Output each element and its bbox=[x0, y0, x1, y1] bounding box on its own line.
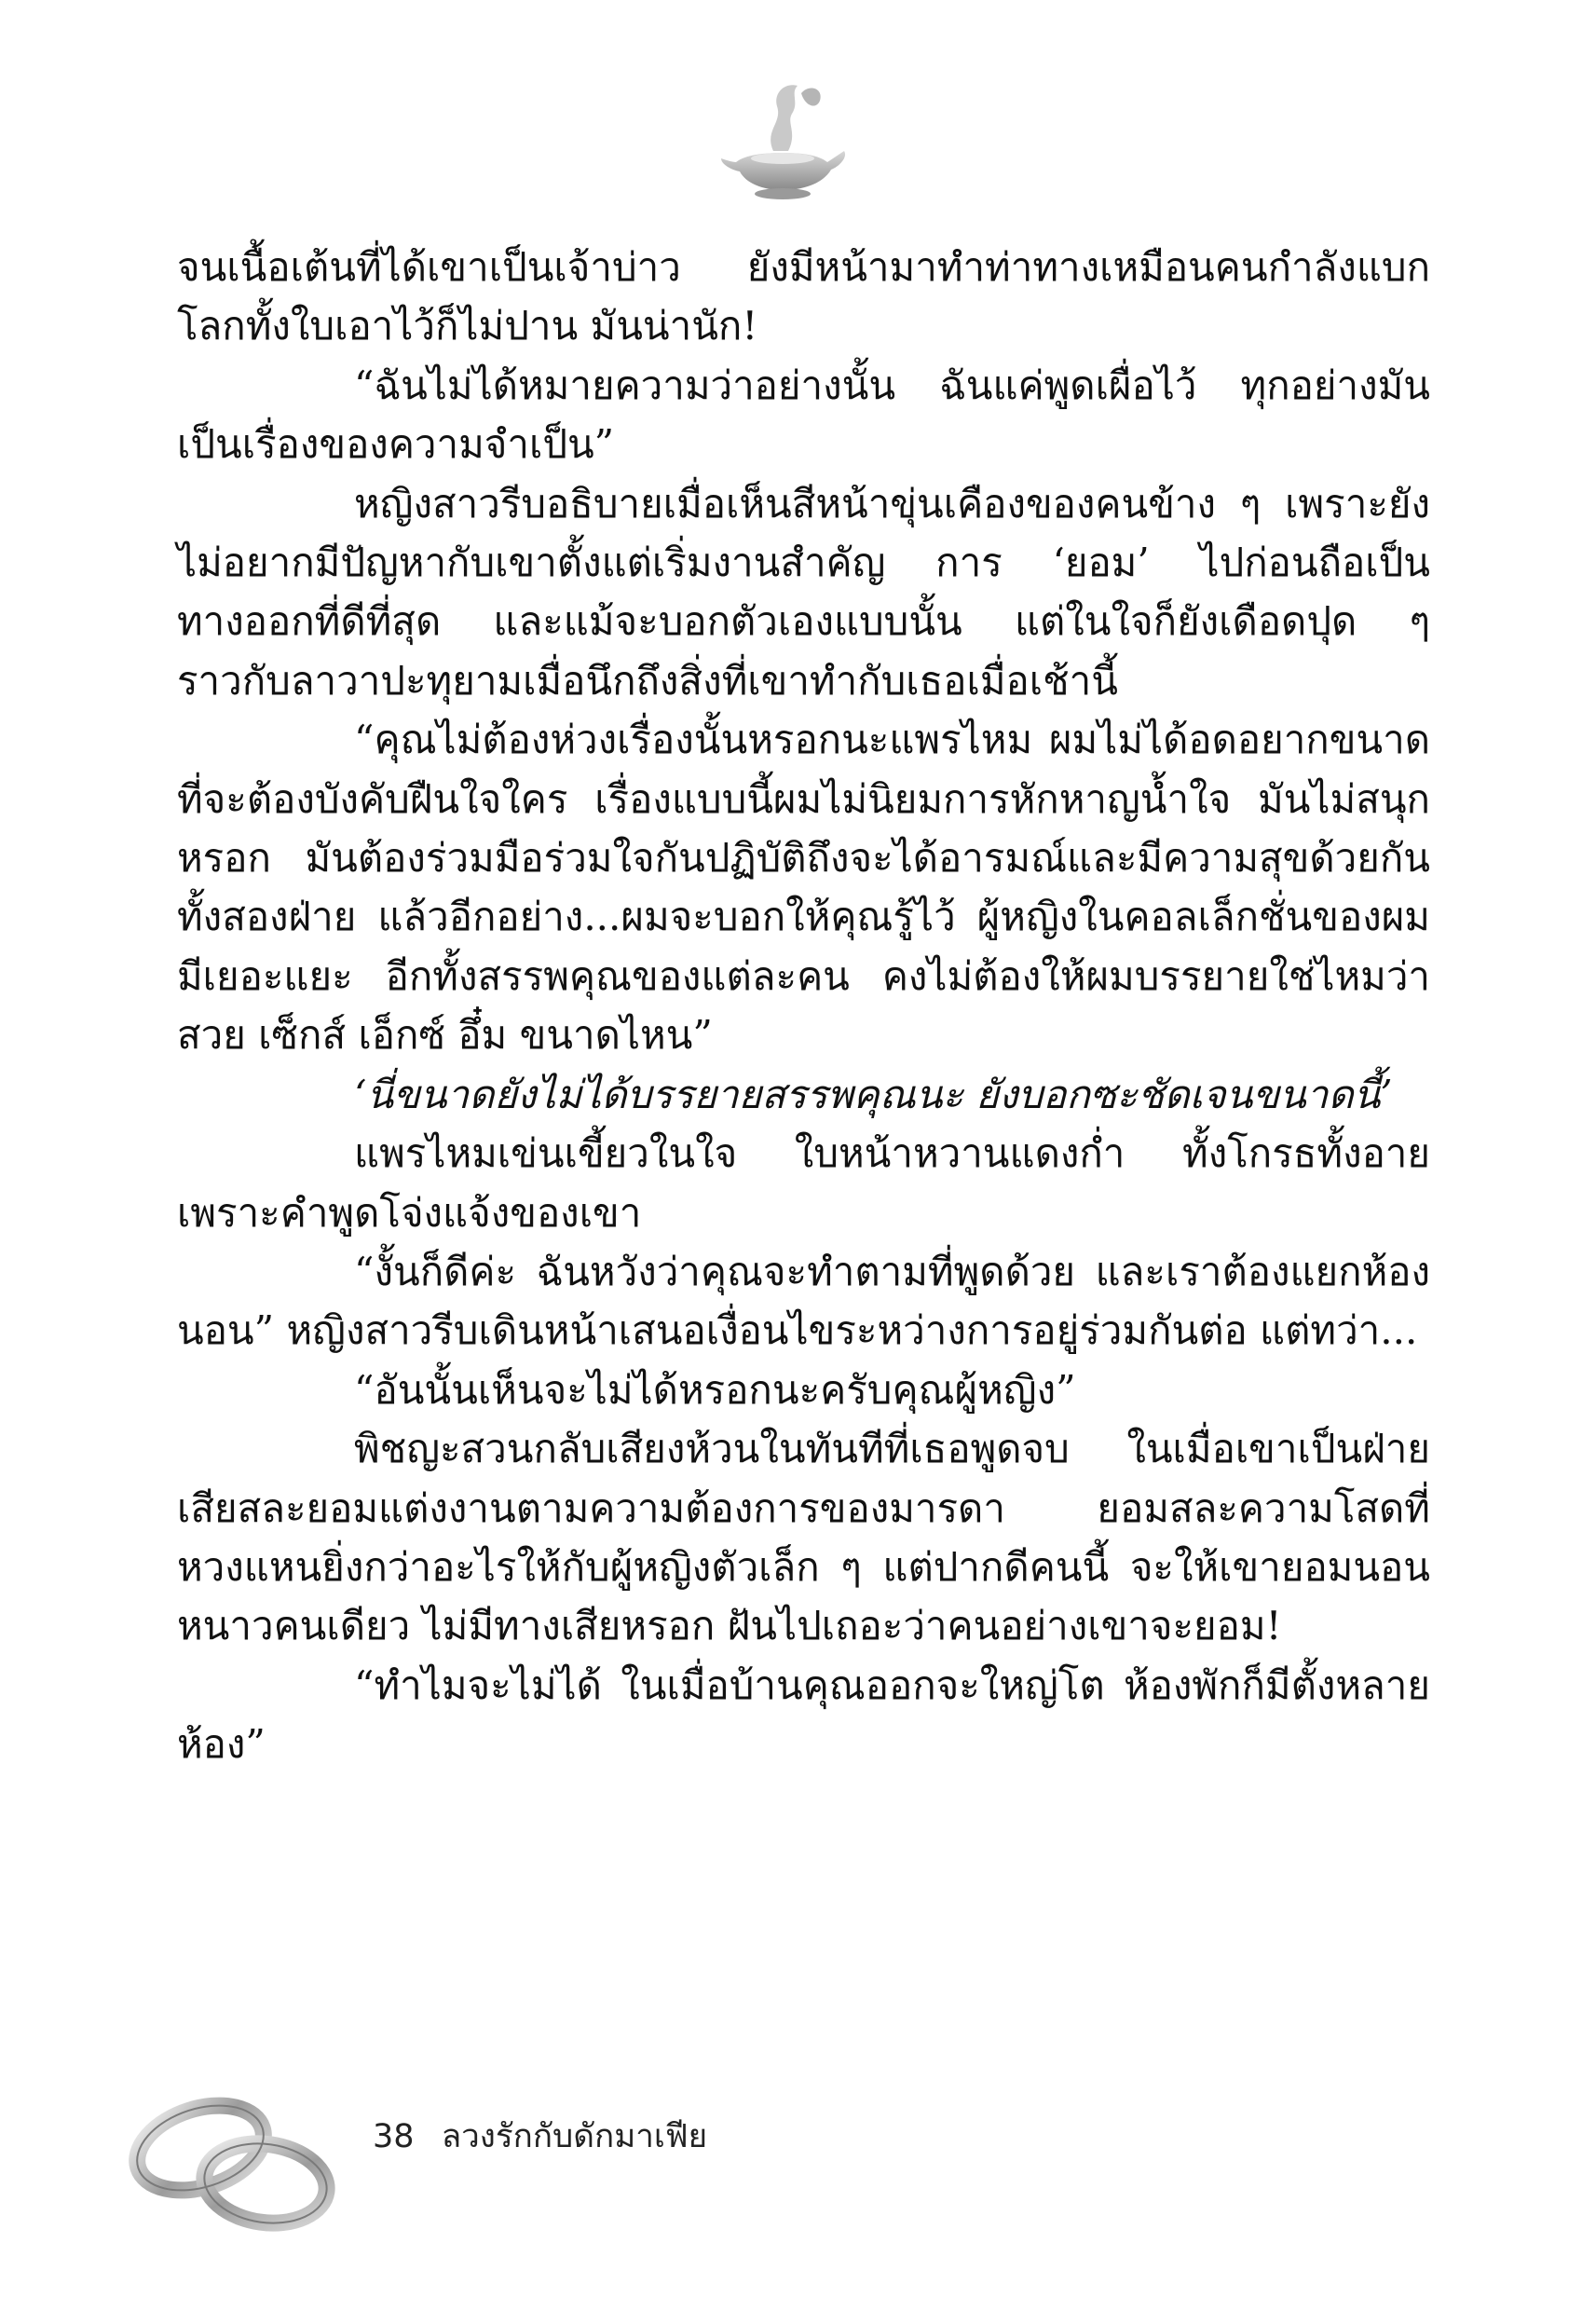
paragraph-9: พิชญะสวนกลับเสียงห้วนในทันทีที่เธอพูดจบ ในเมื่อเขาเป็นฝ่ายเสียสละยอมแต่งงานตามความต้องการของมารดา ยอมสละความโสดที่หวงแหนยิ่งกว่าอะไรให้กับผู้หญิงตัวเล็ก ๆ แต่ปากดีคนนี้ จะให้เขายอมนอนหนาวคนเดียว ไม่มีทางเสียหรอก ฝันไปเถอะว่าคนอย่างเขาจะยอม! bbox=[177, 1426, 1430, 1649]
paragraph-3: หญิงสาวรีบอธิบายเมื่อเห็นสีหน้าขุ่นเคืองของคนข้าง ๆ เพราะยังไม่อยากมีปัญหากับเขาตั้งแต่เริ่มงานสำคัญ การ ‘ยอม’ ไปก่อนถือเป็นทางออกที่ดีที่สุด และแม้จะบอกตัวเองแบบนั้น แต่ในใจก็ยังเดือดปุด ๆ ราวกับลาวาปะทุยามเมื่อนึกถึงสิ่งที่เขาทำกับเธอเมื่อเช้านี้ bbox=[177, 480, 1430, 704]
paragraph-10: “ทำไมจะไม่ได้ ในเมื่อบ้านคุณออกจะใหญ่โต ห้องพักก็มีตั้งหลายห้อง” bbox=[177, 1661, 1430, 1768]
page-footer bbox=[373, 2111, 707, 2162]
paragraph-5-thought: ‘นี่ขนาดยังไม่ได้บรรยายสรรพคุณนะ ยังบอกซะชัดเจนขนาดนี้’ bbox=[354, 1071, 1393, 1117]
genie-lamp-icon bbox=[708, 65, 857, 214]
paragraph-8: “อันนั้นเห็นจะไม่ได้หรอกนะครับคุณผู้หญิง” bbox=[354, 1366, 1076, 1413]
paragraph-4: “คุณไม่ต้องห่วงเรื่องนั้นหรอกนะแพรไหม ผมไม่ได้อดอยากขนาดที่จะต้องบังคับฝืนใจใคร เรื่องแบบนี้ผมไม่นิยมการหักหาญน้ำใจ มันไม่สนุกหรอก มันต้องร่วมมือร่วมใจกันปฏิบัติถึงจะได้อารมณ์และมีความสุขด้วยกันทั้งสองฝ่าย แล้วอีกอย่าง...ผมจะบอกให้คุณรู้ไว้ ผู้หญิงในคอลเล็กชั่นของผมมีเยอะแยะ อีกทั้งสรรพคุณของแต่ละคน คงไม่ต้องให้ผมบรรยายใช่ไหมว่าสวย เซ็กส์ เอ็กซ์ อึ๋ม ขนาดไหน” bbox=[177, 717, 1430, 1059]
page-number: 38 bbox=[373, 2118, 415, 2155]
paragraph-6: แพรไหมเข่นเขี้ยวในใจ ใบหน้าหวานแดงก่ำ ทั้งโกรธทั้งอายเพราะคำพูดโจ่งแจ้งของเขา bbox=[177, 1130, 1430, 1236]
book-title: ลวงรักกับดักมาเฟีย bbox=[441, 2118, 708, 2155]
wedding-rings-icon bbox=[112, 2073, 354, 2250]
body-text bbox=[177, 238, 1430, 1774]
paragraph-7: “งั้นก็ดีค่ะ ฉันหวังว่าคุณจะทำตามที่พูดด้วย และเราต้องแยกห้องนอน” หญิงสาวรีบเดินหน้าเสนอเงื่อนไขระหว่างการอยู่ร่วมกันต่อ แต่ทว่า... bbox=[177, 1248, 1430, 1354]
paragraph-2: “ฉันไม่ได้หมายความว่าอย่างนั้น ฉันแค่พูดเผื่อไว้ ทุกอย่างมันเป็นเรื่องของความจำเป็น” bbox=[177, 362, 1430, 468]
paragraph-1: จนเนื้อเต้นที่ได้เขาเป็นเจ้าบ่าว ยังมีหน้ามาทำท่าทางเหมือนคนกำลังแบกโลกทั้งใบเอาไว้ก็ไม่ปาน มันน่านัก! bbox=[177, 244, 1430, 349]
